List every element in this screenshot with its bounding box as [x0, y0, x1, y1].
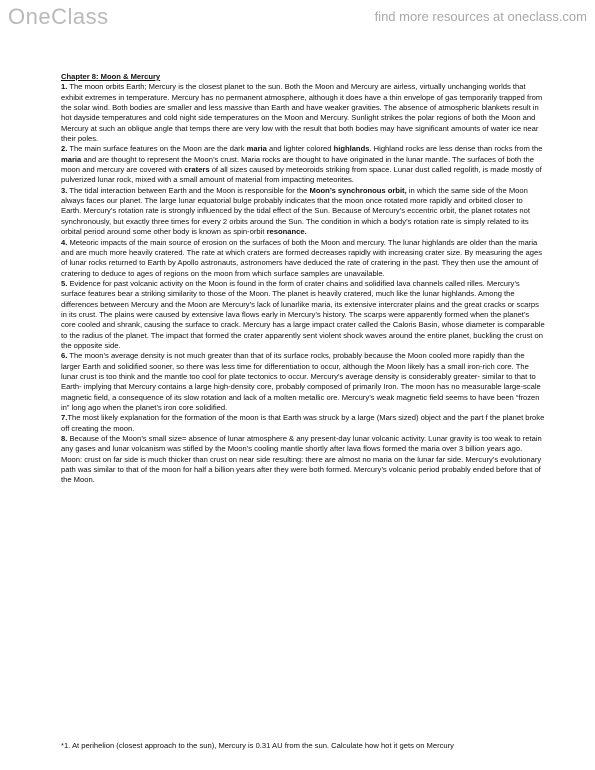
paragraph-text: The most likely explanation for the formation of the moon is that Earth was struck by a large (Mars sized) object and the part f the planet broke off creating the moon. [61, 413, 545, 433]
paragraph-number: 6. [61, 351, 68, 361]
paragraph [61, 434, 545, 486]
paragraph-text: in which the same side of the Moon always faces our planet. The large lunar equatorial bulge probably indicates that the moon once rotated more rapidly and orbited closer to Earth. Mercury’s rotation rate is strongly influenced by the tidal effect of the Sun. Because of Mercury’s eccentric orbit, the planet rotates not synchronously, but exactly three times for every 2 orbits around the Sun. The condition in which a body’s rotation rate is simply related to its orbital period around some other body is known as spin-orbit [61, 185, 530, 237]
paragraph-number: 2. [61, 144, 68, 154]
paragraph [61, 279, 545, 351]
paragraph-text: The moon’s average density is not much greater than that of its surface rocks, probably because the Moon cooled more rapidly than the larger Earth and solidified sooner, so there was less time for differentiation to occur, although the Moon likely has a small iron-rich core. The lunar crust is too think and the mantle too cool for plate tectonics to occur. Mercury’s average density is considerably greater- similar to that to Earth- implying that Mercury contains a large high-density core, probably composed of primarily Iron. The moon has no measurable large-scale magnetic field, a consequence of its slow rotation and lack of a molten metallic ore. Mercury’s weak magnetic field seems to have been “frozen in” long ago when the planet’s iron core solidified. [61, 351, 541, 412]
bold-term: maria [246, 144, 267, 154]
paragraph-text: and lighter colored [266, 144, 334, 154]
paragraph-text: Evidence for past volcanic activity on the Moon is found in the form of crater chains and solidified lava channels called rilles. Mercury’s surface features bear a striking similarity to those of the Moon. The planet is heavily cratered, much like the lunar highlands. Among the differences between Mercury and the Moon are Mercury’s lack of lunarlike maria, its extensive intercrater plains and the great cracks or scarps in its crust. The plains were caused by extensive lava flows early in Mercury’s history. The scarps were apparently formed when the planet’s core cooled and shrank, causing the surface to crack. Mercury has a large impact crater called the Caloris Basin, whose diameter is comparable to the radius of the planet. The impact that formed the crater apparently sent violent shock waves around the entire planet, buckling the crust on the opposite side. [61, 278, 545, 350]
paragraph [61, 351, 545, 413]
bold-term: resonance. [266, 227, 307, 237]
document-body [61, 72, 545, 486]
bold-term: maria [61, 154, 82, 164]
paragraph-text: Meteoric impacts of the main source of erosion on the surfaces of both the Moon and mercury. The lunar highlands are older than the maria and are much more heavily cratered. The rate at which craters are formed decreases rapidly with increasing crater size. By measuring the ages of lunar rocks returned to Earth by Apollo astronauts, astronomers have deduced the rate of cratering in the past. They then use the amount of cratering to deduce to ages of regions on the moon from which surface samples are unavailable. [61, 237, 543, 278]
paragraph-text: The tidal interaction between Earth and the Moon is responsible for the [67, 185, 310, 195]
paragraph-text: of all sizes caused by meteoroids striking from space. Lunar dust called regolith, is made mostly of pulverized lunar rock, mixed with a small amount of material from impacting meteorites. [61, 165, 542, 185]
paragraph-text: The main surface features on the Moon are the dark [67, 144, 247, 154]
page-header [0, 0, 595, 30]
oneclass-logo[interactable]: OneClass [8, 4, 109, 29]
paragraph [61, 82, 545, 144]
paragraph-number: 3. [61, 185, 68, 195]
paragraph-text: . Highland rocks are less dense than rocks from the [369, 144, 543, 154]
bold-term: highlands [333, 144, 370, 154]
paragraph [61, 413, 545, 434]
paragraph-number: 4. [61, 237, 68, 247]
paragraph-number: 7. [61, 413, 68, 423]
bold-term: craters [184, 165, 210, 175]
paragraph-number: 1. [61, 82, 68, 92]
chapter-title: Chapter 8: Moon & Mercury [61, 72, 161, 81]
paragraph-text: The moon orbits Earth; Mercury is the closest planet to the sun. Both the Moon and Mercury are airless, virtually unchanging worlds that exhibit extremes in temperature. Mercury has no permanent atmosphere, although it does have a thin envelope of gas temporarily trapped from the solar wind. Both bodies are smaller and less massive than Earth and have weaker gravities. The absence of atmospheric blankets result in hot dayside temperatures and cold night side temperatures on the Moon and Mercury. Sunlight strikes the polar regions of both the Moon and Mercury at such an oblique angle that temps there are very low with the result that both bodies may have significant amounts of water ice near their poles. [61, 82, 543, 144]
paragraph-text: Because of the Moon’s small size= absence of lunar atmosphere & any present-day lunar volcanic activity. Lunar gravity is too weak to retain any gases and lunar volcanism was stifled by the Moon’s cooling mantle shortly after lava flows formed the maria over 3 billion years ago. Moon: crust on far side is much thicker than crust on near side resulting: there are almost no maria on the lunar far side. Mercury’s evolutionary path was similar to that of the moon for half a billion years after they were both formed. Mercury’s volcanic period probably ended before that of the Moon. [61, 434, 542, 485]
paragraph [61, 186, 545, 238]
paragraph-text: and are thought to represent the Moon’s crust. Maria rocks are thought to have originated in the lunar mantle. The surfaces of both the moon and mercury are covered with [61, 154, 534, 175]
paragraph-number: 5. [61, 278, 68, 288]
bold-term: Moon’s synchronous orbit, [309, 185, 407, 195]
paragraph-list [61, 82, 545, 485]
question-text: *1. At perihelion (closest approach to the sun), Mercury is 0.31 AU from the sun. Calculate how hot it gets on Mercury [61, 741, 454, 750]
paragraph-number: 8. [61, 434, 68, 444]
paragraph [61, 144, 545, 185]
header-tagline[interactable]: find more resources at oneclass.com [374, 9, 587, 24]
paragraph [61, 238, 545, 279]
